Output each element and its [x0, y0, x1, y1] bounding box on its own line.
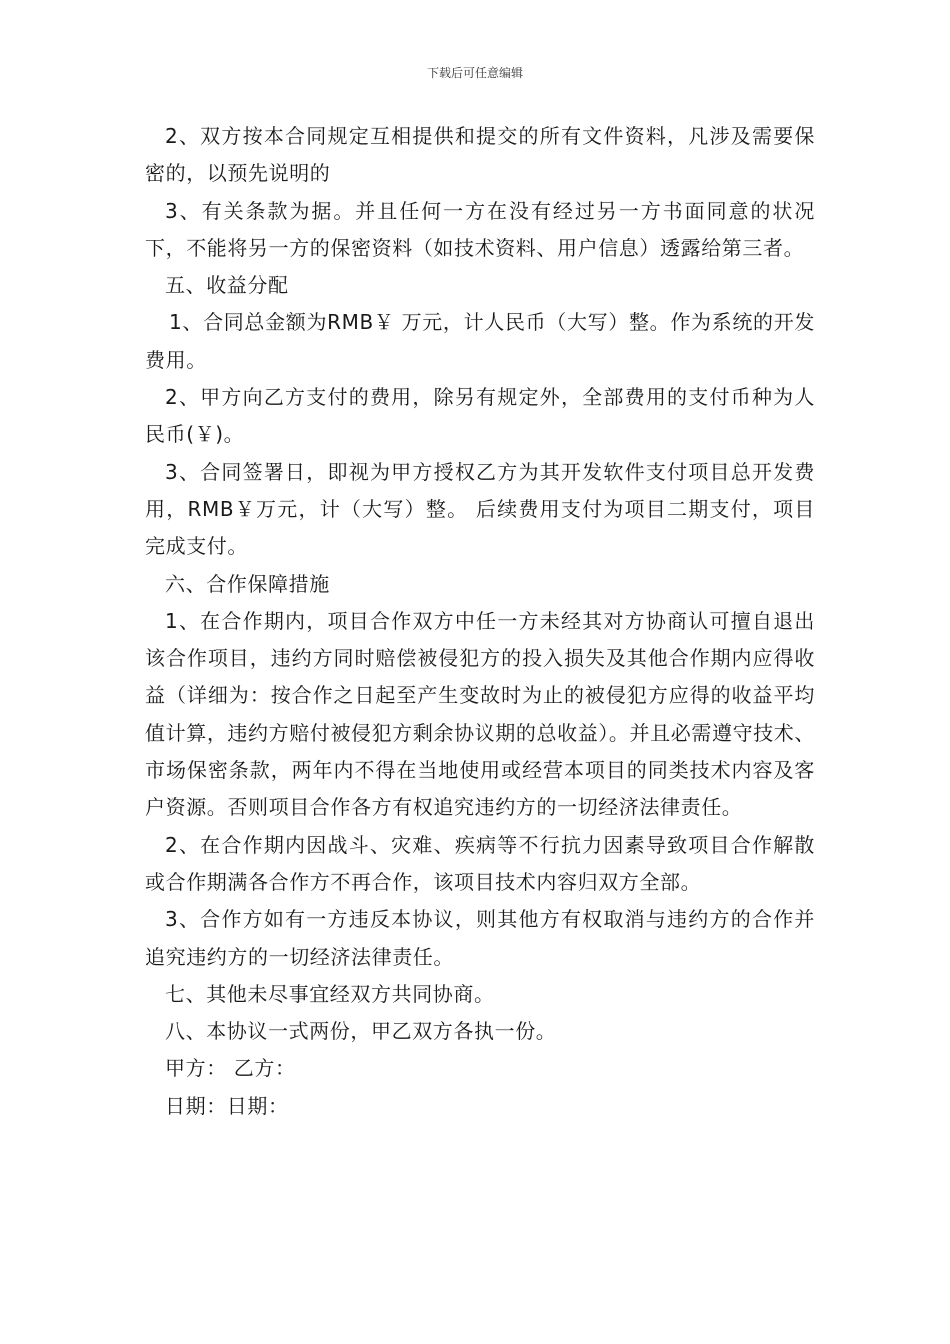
section-heading-revenue: 五、收益分配 — [165, 273, 289, 298]
paragraph-confidential-terms: 3、有关条款为据。并且任何一方在没有经过另一方书面同意的状况下，不能将另一方的保密资料（如技术资料、用户信息）透露给第三者。 — [145, 198, 815, 260]
contract-body — [145, 118, 815, 1125]
paragraph-force-majeure: 2、在合作期内因战斗、灾难、疾病等不行抗力因素导致项目合作解散或合作期满各合作方不再合作，该项目技术内容归双方全部。 — [145, 832, 815, 894]
paragraph-signing-payment: 3、合同签署日，即视为甲方授权乙方为其开发软件支付项目总开发费用，RMB￥万元，计（大写）整。 后续费用支付为项目二期支付，项目完成支付。 — [145, 459, 815, 559]
signature-dates: 日期：日期： — [165, 1093, 289, 1118]
header-note: 下载后可任意编辑 — [426, 66, 523, 80]
paragraph-breach: 3、合作方如有一方违反本协议，则其他方有权取消与违约方的合作并追究违约方的一切经济法律责任。 — [145, 907, 815, 969]
paragraph-withdrawal-penalty: 1、在合作期内，项目合作双方中任一方未经其对方协商认可擅自退出该合作项目，违约方同时赔偿被侵犯方的投入损失及其他合作期内应得收益（详细为：按合作之日起至产生变故时为止的被侵犯方应得的收益平均值计算，违约方赔付被侵犯方剩余协议期的总收益）。并且必需遵守技术、市场保密条款，两年内不得在当地使用或经营本项目的同类技术内容及客户资源。否则项目合作各方有权追究违约方的一切经济法律责任。 — [145, 608, 815, 820]
section-copies: 八、本协议一式两份，甲乙双方各执一份。 — [165, 1019, 557, 1044]
paragraph-payment-currency: 2、甲方向乙方支付的费用，除另有规定外，全部费用的支付币种为人民币(￥)。 — [145, 385, 815, 447]
section-other-matters: 七、其他未尽事宜经双方共同协商。 — [165, 981, 495, 1006]
paragraph-total-amount: 1、合同总金额为RMB￥ 万元，计人民币（大写）整。作为系统的开发费用。 — [145, 310, 815, 372]
signature-parties: 甲方： 乙方： — [165, 1056, 296, 1081]
paragraph-confidential-docs: 2、双方按本合同规定互相提供和提交的所有文件资料，凡涉及需要保密的，以预先说明的 — [145, 124, 815, 186]
section-heading-safeguards: 六、合作保障措施 — [165, 571, 330, 596]
